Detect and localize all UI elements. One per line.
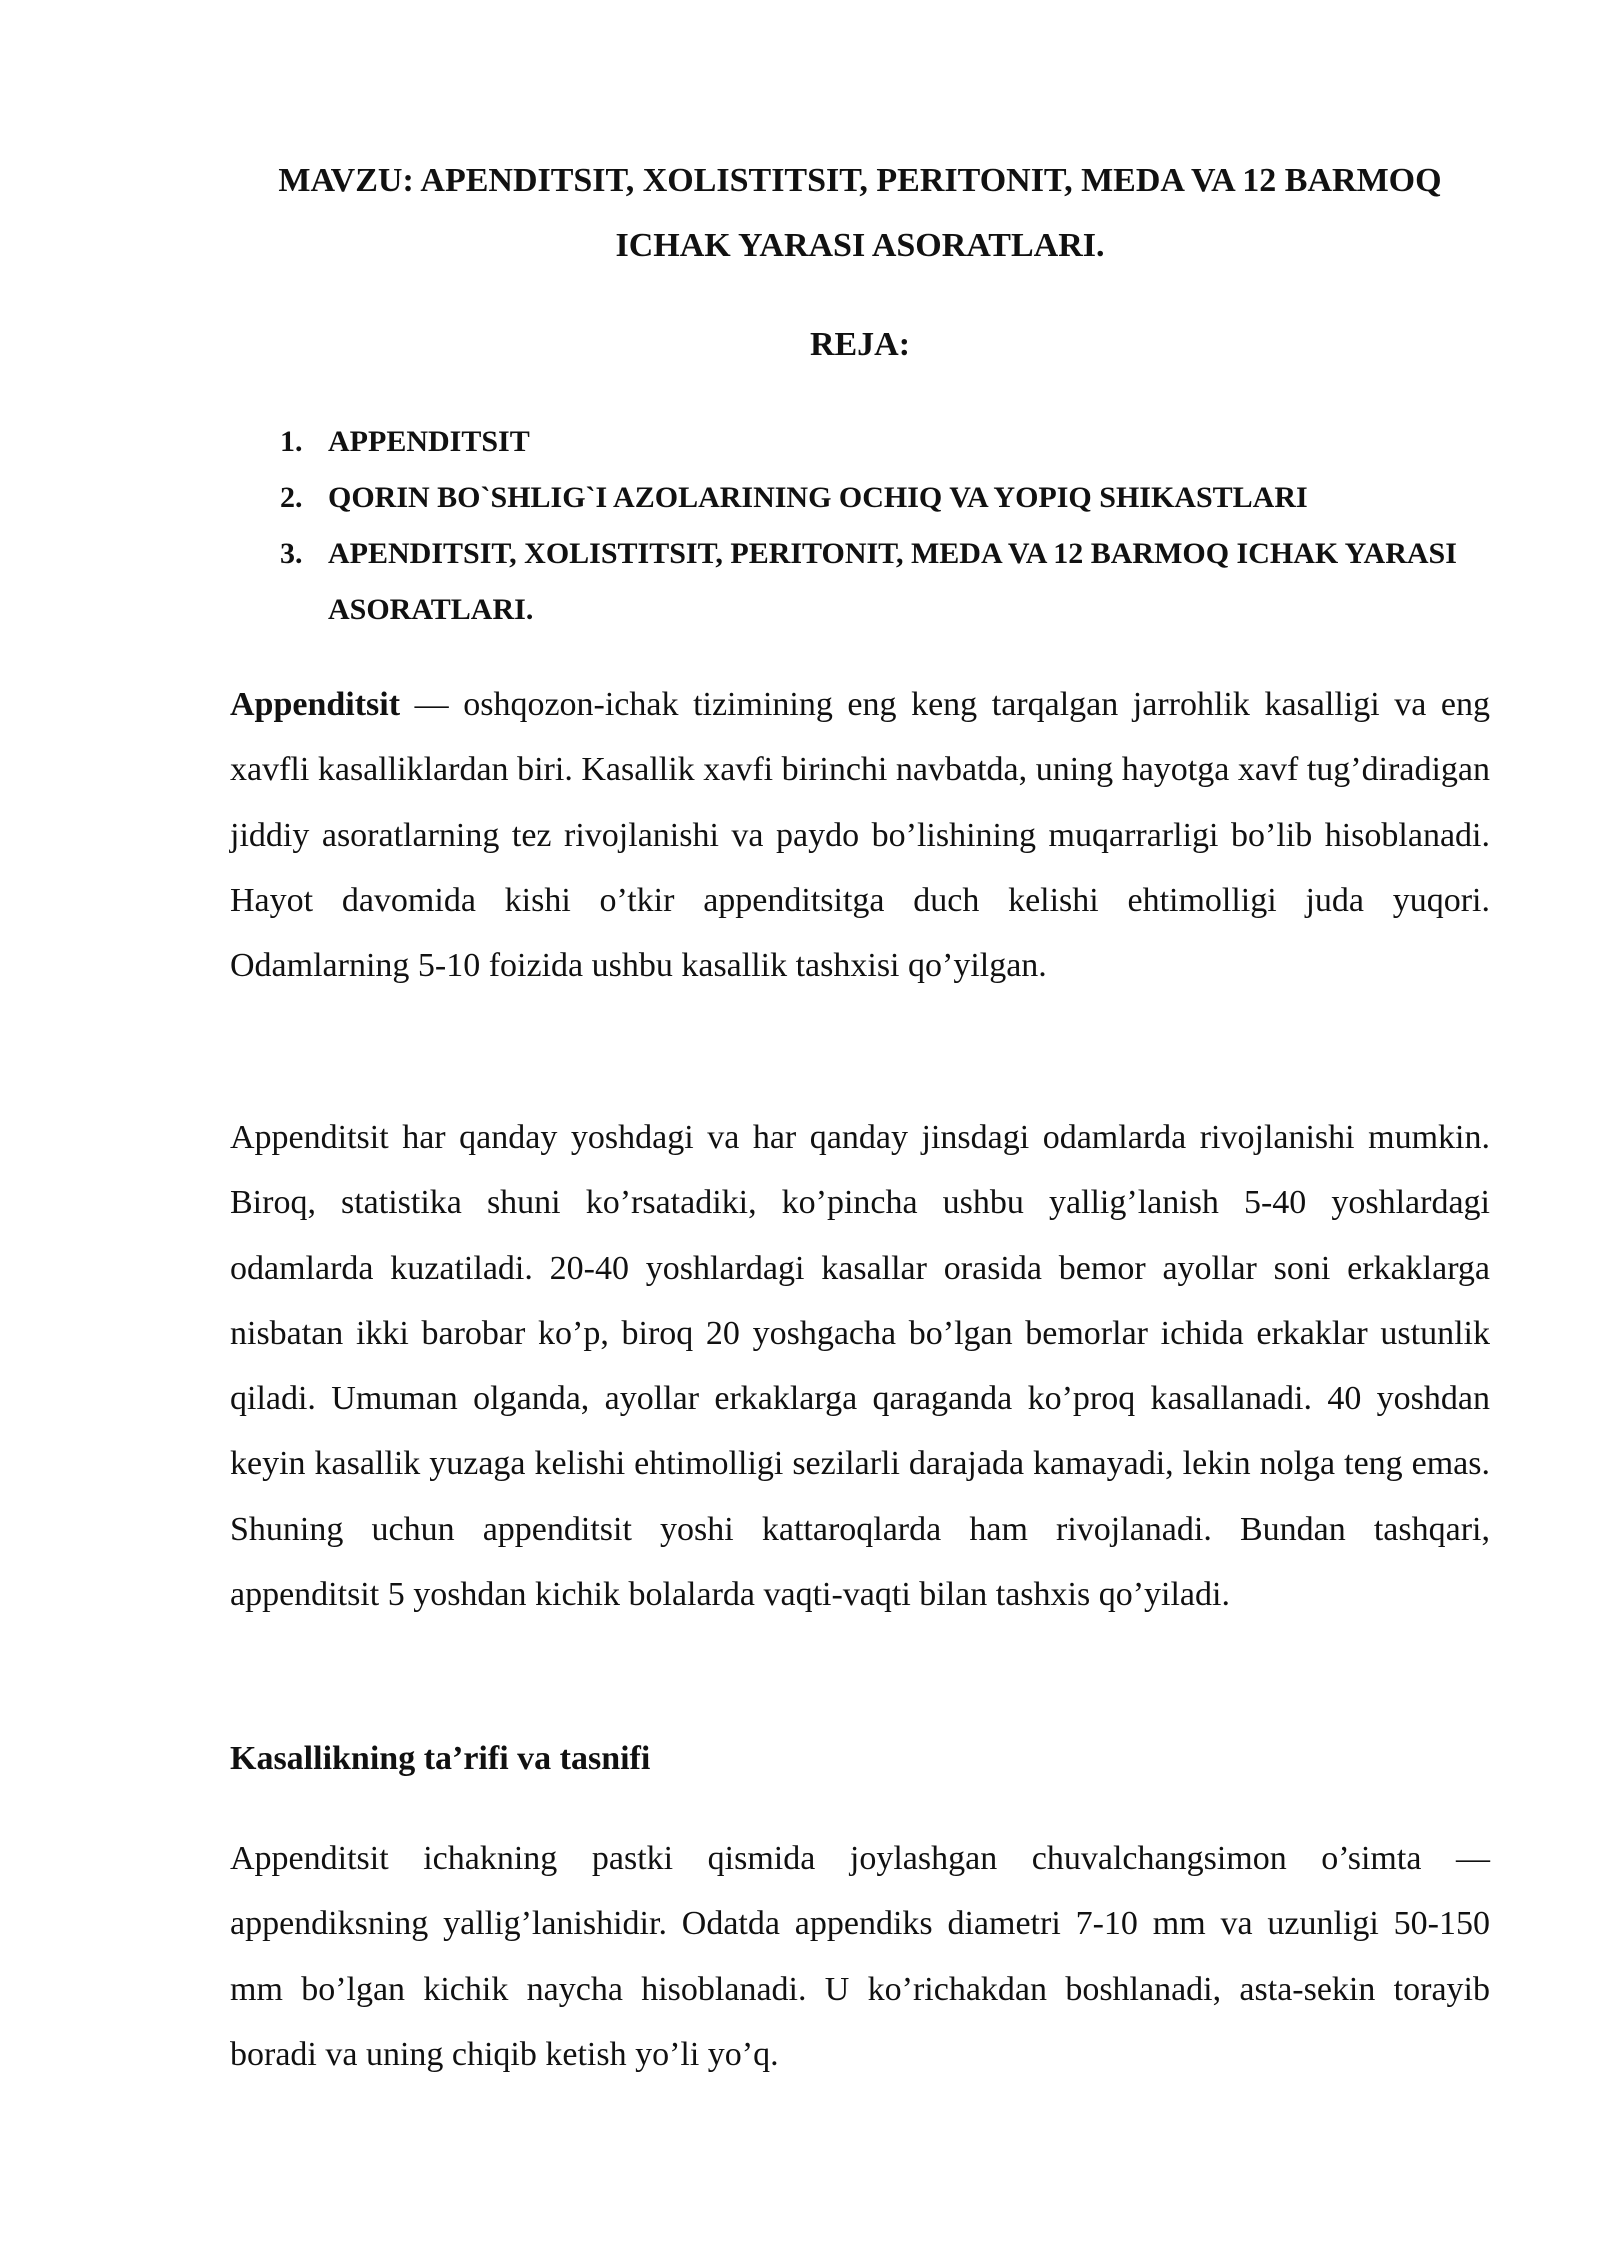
- intro-text: — oshqozon-ichak tizimining eng keng tarqalgan jarrohlik kasalligi va eng xavfli kasalliklardan biri. Kasallik xavfi birinchi navbatda, uning hayotga xavf tug’diradigan jiddiy asoratlarning tez rivojlanishi va paydo bo’lishining muqarrarligi bo’lib hisoblanadi. Hayot davomida kishi o’tkir appenditsitga duch kelishi ehtimolligi juda yuqori. Odamlarning 5-10 foizida ushbu kasallik tashxisi qo’yilgan.: [230, 686, 1490, 985]
- plan-item: [270, 526, 1490, 638]
- intro-paragraph: [230, 672, 1490, 998]
- plan-item-number: 2.: [280, 481, 303, 514]
- intro-term: Appenditsit: [230, 686, 401, 723]
- section-heading: Kasallikning ta’rifi va tasnifi: [230, 1740, 651, 1777]
- document-title: MAVZU: APENDITSIT, XOLISTITSIT, PERITONIT, MEDA VA 12 BARMOQ ICHAK YARASI ASORATLARI.: [278, 162, 1442, 264]
- plan-item-number: 3.: [280, 537, 303, 570]
- plan-item: [270, 470, 1490, 526]
- plan-item-number: 1.: [280, 425, 303, 458]
- plan-item: [270, 414, 1490, 470]
- plan-item-text: APENDITSIT, XOLISTITSIT, PERITONIT, MEDA VA 12 BARMOQ ICHAK YARASI ASORATLARI.: [328, 537, 1457, 626]
- body-paragraph: Appenditsit har qanday yoshdagi va har qanday jinsdagi odamlarda rivojlanishi mumkin. Biroq, statistika shuni ko’rsatadiki, ko’pincha ushbu yallig’lanish 5-40 yoshlardagi odamlarda kuzatiladi. 20-40 yoshlardagi kasallar orasida bemor ayollar soni erkaklarga nisbatan ikki barobar ko’p, biroq 20 yoshgacha bo’lgan bemorlar ichida erkaklar ustunlik qiladi. Umuman olganda, ayollar erkaklarga qaraganda ko’proq kasallanadi. 40 yoshdan keyin kasallik yuzaga kelishi ehtimolligi sezilarli darajada kamayadi, lekin nolga teng emas. Shuning uchun appenditsit yoshi kattaroqlarda ham rivojlanadi. Bundan tashqari, appenditsit 5 yoshdan kichik bolalarda vaqti-vaqti bilan tashxis qo’yiladi.: [230, 1119, 1490, 1614]
- plan-item-text: APPENDITSIT: [328, 425, 530, 458]
- plan-heading: REJA:: [809, 326, 911, 363]
- body-paragraph: Appenditsit ichakning pastki qismida joylashgan chuvalchangsimon o’simta — appendiksning yallig’lanishidir. Odatda appendiks diametri 7-10 mm va uzunligi 50-150 mm bo’lgan kichik naycha hisoblanadi. U ko’richakdan boshlanadi, asta-sekin torayib boradi va uning chiqib ketish yo’li yo’q.: [230, 1840, 1490, 2073]
- plan-item-text: QORIN BO`SHLIG`I AZOLARINING OCHIQ VA YOPIQ SHIKASTLARI: [328, 481, 1308, 514]
- plan-list: [270, 414, 1490, 638]
